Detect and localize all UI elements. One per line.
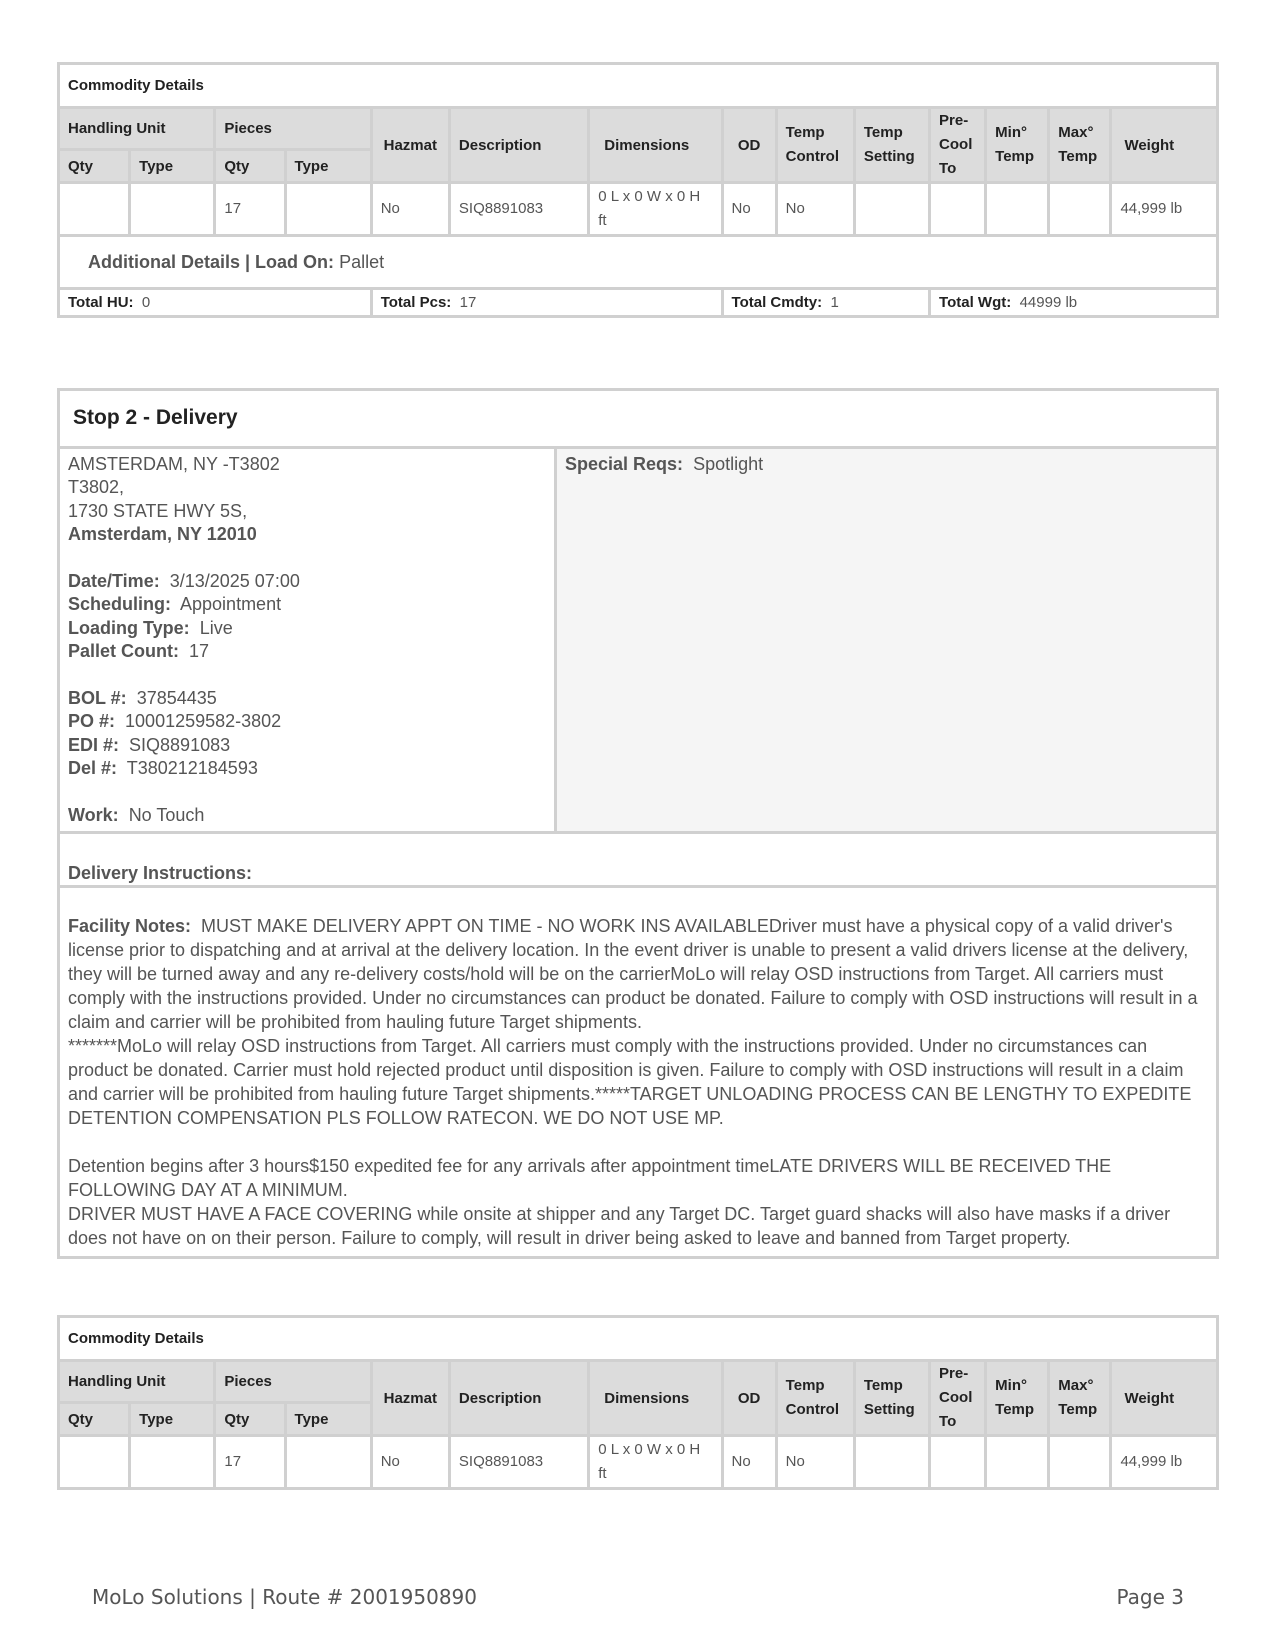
col-hazmat: Hazmat xyxy=(371,1361,449,1436)
pre-cool-cell xyxy=(930,183,986,236)
col-pcs-qty: Qty xyxy=(215,150,285,183)
description-cell: SIQ8891083 xyxy=(449,1436,588,1489)
special-reqs-label: Special Reqs: xyxy=(565,454,684,474)
po-label: PO #: xyxy=(68,711,116,732)
min-temp-cell xyxy=(986,183,1049,236)
hu-qty-cell xyxy=(59,183,130,236)
stop-section xyxy=(57,388,1219,1259)
weight-cell: 44,999 lb xyxy=(1111,1436,1218,1489)
od-cell: No xyxy=(722,1436,776,1489)
work-value: No Touch xyxy=(128,805,205,826)
footer-page-number: Page 3 xyxy=(1116,1585,1184,1609)
description-cell: SIQ8891083 xyxy=(449,183,588,236)
col-hu-type: Type xyxy=(130,1403,215,1436)
col-description: Description xyxy=(449,108,588,183)
col-temp-setting: Temp Setting xyxy=(854,108,929,183)
address-line-2: T3802, xyxy=(68,477,125,498)
col-temp-setting: Temp Setting xyxy=(854,1361,929,1436)
col-od: OD xyxy=(722,108,776,183)
temp-control-cell: No xyxy=(776,183,854,236)
col-dimensions: Dimensions xyxy=(589,108,722,183)
col-max-temp: Max° Temp xyxy=(1049,1361,1111,1436)
hu-qty-cell xyxy=(59,1436,130,1489)
loading-type-label: Loading Type: xyxy=(68,617,190,638)
footer-route: MoLo Solutions | Route # 2001950890 xyxy=(92,1585,477,1609)
pallet-count-label: Pallet Count: xyxy=(68,641,179,662)
weight-cell: 44,999 lb xyxy=(1111,183,1218,236)
total-pcs-value: 17 xyxy=(459,294,477,311)
additional-details-row xyxy=(59,236,1218,289)
temp-setting-cell xyxy=(854,1436,929,1489)
max-temp-cell xyxy=(1049,1436,1111,1489)
del-value: T380212184593 xyxy=(126,758,258,779)
edi-value: SIQ8891083 xyxy=(129,734,231,755)
totals-row xyxy=(59,289,1218,317)
col-weight: Weight xyxy=(1111,108,1218,183)
col-temp-control: Temp Control xyxy=(776,1361,854,1436)
hazmat-cell: No xyxy=(371,1436,449,1489)
pcs-qty-cell: 17 xyxy=(215,1436,285,1489)
additional-details-label: Additional Details | Load On: xyxy=(88,251,335,272)
col-pcs-type: Type xyxy=(285,150,371,183)
hu-type-cell xyxy=(130,1436,215,1489)
col-pieces: Pieces xyxy=(215,108,371,150)
notes-paragraph-3: Detention begins after 3 hours$150 expedited fee for any arrivals after appointment timeLATE DRIVERS WILL BE RECEIVED THE FOLLOWING DAY AT A MINIMUM. xyxy=(68,1156,1112,1201)
total-cmdty-label: Total Cmdty: xyxy=(731,294,823,311)
total-wgt-label: Total Wgt: xyxy=(939,294,1012,311)
stop-details xyxy=(60,449,557,831)
del-label: Del #: xyxy=(68,758,118,779)
notes-paragraph-2: *******MoLo will relay OSD instructions from Target. All carriers must comply with the instructions provided. Under no circumstances can product be donated. Carrier must hold rejected product until disposition is given. Failure to comply with OSD instructions will result in a claim and carrier will be prohibited from hauling future Target shipments.*****TARGET UNLOADING PROCESS CAN BE LENGTHY TO EXPEDITE DETENTION COMPENSATION PLS FOLLOW RATECON. WE DO NOT USE MP. xyxy=(68,1036,1192,1129)
bol-value: 37854435 xyxy=(136,688,217,709)
table-row xyxy=(59,1436,1218,1489)
col-min-temp: Min° Temp xyxy=(986,108,1049,183)
datetime-value: 3/13/2025 07:00 xyxy=(169,571,300,592)
city-line: Amsterdam, NY 12010 xyxy=(68,524,257,545)
col-weight: Weight xyxy=(1111,1361,1218,1436)
facility-notes-text: MUST MAKE DELIVERY APPT ON TIME - NO WORK INS AVAILABLEDriver must have a physical copy of a valid driver's license prior to dispatching and at arrival at the delivery location. In the event driver is unable to present a valid drivers license at the delivery, they will be turned away and any re-delivery costs/hold will be on the carrierMoLo will relay OSD instructions from Target. All carriers must comply with the instructions provided. Under no circumstances can product be donated. Failure to comply with OSD instructions will result in a claim and carrier will be prohibited from hauling future Target shipments. xyxy=(68,916,1198,1033)
col-dimensions: Dimensions xyxy=(589,1361,722,1436)
col-od: OD xyxy=(722,1361,776,1436)
po-value: 10001259582-3802 xyxy=(125,711,282,732)
commodity-details-table-1 xyxy=(57,62,1219,318)
total-cmdty-value: 1 xyxy=(830,294,839,311)
scheduling-value: Appointment xyxy=(180,594,282,615)
col-max-temp: Max° Temp xyxy=(1049,108,1111,183)
special-reqs-panel xyxy=(557,449,1216,831)
hu-type-cell xyxy=(130,183,215,236)
datetime-label: Date/Time: xyxy=(68,571,160,592)
col-hu-qty: Qty xyxy=(59,1403,130,1436)
notes-paragraph-4: DRIVER MUST HAVE A FACE COVERING while onsite at shipper and any Target DC. Target guard shacks will also have masks if a driver does not have on on their person. Failure to comply, will result in driver being asked to leave and banned from Target property. xyxy=(68,1204,1171,1249)
col-hu-qty: Qty xyxy=(59,150,130,183)
od-cell: No xyxy=(722,183,776,236)
facility-notes xyxy=(60,888,1216,1256)
col-pieces: Pieces xyxy=(215,1361,371,1403)
dimensions-cell: 0 L x 0 W x 0 H ft xyxy=(589,183,722,236)
pcs-type-cell xyxy=(285,183,371,236)
max-temp-cell xyxy=(1049,183,1111,236)
col-pcs-type: Type xyxy=(285,1403,371,1436)
min-temp-cell xyxy=(986,1436,1049,1489)
special-reqs-value: Spotlight xyxy=(693,454,764,474)
col-pre-cool-to: Pre-Cool To xyxy=(930,108,986,183)
address-line-3: 1730 STATE HWY 5S, xyxy=(68,500,248,521)
address-line-1: AMSTERDAM, NY -T3802 xyxy=(68,454,280,474)
col-description: Description xyxy=(449,1361,588,1436)
col-hu-type: Type xyxy=(130,150,215,183)
table-row xyxy=(59,183,1218,236)
pcs-qty-cell: 17 xyxy=(215,183,285,236)
col-temp-control: Temp Control xyxy=(776,108,854,183)
temp-control-cell: No xyxy=(776,1436,854,1489)
scheduling-label: Scheduling: xyxy=(68,594,171,615)
pre-cool-cell xyxy=(930,1436,986,1489)
commodity-details-title: Commodity Details xyxy=(59,1317,1218,1361)
bol-label: BOL #: xyxy=(68,688,127,709)
loading-type-value: Live xyxy=(199,617,233,638)
col-handling-unit: Handling Unit xyxy=(59,108,215,150)
total-wgt-value: 44999 lb xyxy=(1019,294,1078,311)
edi-label: EDI #: xyxy=(68,734,120,755)
facility-notes-label: Facility Notes: xyxy=(68,916,192,937)
total-hu-value: 0 xyxy=(141,294,151,311)
work-label: Work: xyxy=(68,805,119,826)
hazmat-cell: No xyxy=(371,183,449,236)
col-hazmat: Hazmat xyxy=(371,108,449,183)
col-min-temp: Min° Temp xyxy=(986,1361,1049,1436)
dimensions-cell: 0 L x 0 W x 0 H ft xyxy=(589,1436,722,1489)
col-pcs-qty: Qty xyxy=(215,1403,285,1436)
total-hu-label: Total HU: xyxy=(68,294,134,311)
temp-setting-cell xyxy=(854,183,929,236)
pcs-type-cell xyxy=(285,1436,371,1489)
pallet-count-value: 17 xyxy=(189,641,210,662)
col-handling-unit: Handling Unit xyxy=(59,1361,215,1403)
commodity-details-table-2 xyxy=(57,1315,1219,1490)
col-pre-cool-to: Pre-Cool To xyxy=(930,1361,986,1436)
delivery-instructions-label: Delivery Instructions: xyxy=(60,834,1216,888)
commodity-details-title: Commodity Details xyxy=(59,64,1218,108)
total-pcs-label: Total Pcs: xyxy=(380,294,452,311)
load-on-value: Pallet xyxy=(339,251,385,272)
stop-title: Stop 2 - Delivery xyxy=(60,391,1216,449)
